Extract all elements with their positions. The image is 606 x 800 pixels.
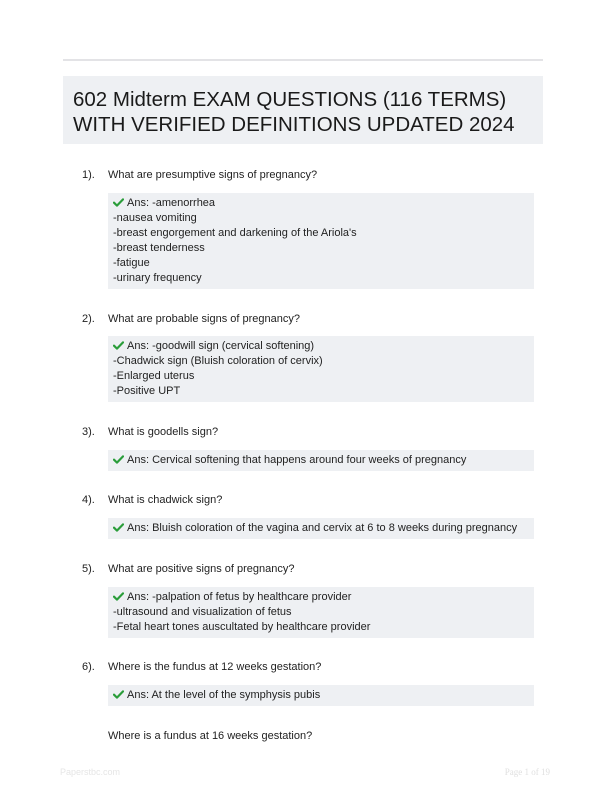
- answer-line: [113, 339, 529, 354]
- answer-box: [108, 685, 534, 706]
- answer-line: [113, 384, 529, 399]
- check-icon: [113, 592, 124, 601]
- answer-line: [113, 211, 529, 226]
- question-text: What are presumptive signs of pregnancy?: [108, 169, 318, 181]
- answer-text: Ans: -palpation of fetus by healthcare provider: [127, 591, 352, 603]
- answer-box: [108, 193, 534, 289]
- answer-line: [113, 453, 529, 468]
- answer-line: [113, 241, 529, 256]
- answer-box: [108, 336, 534, 402]
- answer-text: Ans: At the level of the symphysis pubis: [127, 689, 321, 701]
- question-text: Where is a fundus at 16 weeks gestation?: [108, 730, 313, 742]
- answer-text: -Fetal heart tones auscultated by healthcare provider: [113, 621, 371, 633]
- top-divider: [63, 59, 543, 61]
- answer-text: -breast engorgement and darkening of the Ariola's: [113, 227, 357, 239]
- answer-text: -urinary frequency: [113, 272, 202, 284]
- question-number: 5).: [82, 563, 95, 575]
- question-number: 6).: [82, 661, 95, 673]
- check-icon: [113, 523, 124, 532]
- answer-line: [113, 354, 529, 369]
- answer-text: -Chadwick sign (Bluish coloration of cervix): [113, 355, 323, 367]
- title-banner: [63, 76, 543, 144]
- answer-line: [113, 271, 529, 286]
- question-text: What are probable signs of pregnancy?: [108, 313, 301, 325]
- question-text: What is goodells sign?: [108, 426, 219, 438]
- answer-text: -ultrasound and visualization of fetus: [113, 606, 292, 618]
- question-text: What is chadwick sign?: [108, 494, 223, 506]
- answer-line: [113, 226, 529, 241]
- answer-box: [108, 587, 534, 638]
- question-text: What are positive signs of pregnancy?: [108, 563, 295, 575]
- answer-text: -Positive UPT: [113, 385, 181, 397]
- question-number: 4).: [82, 494, 95, 506]
- answer-line: [113, 521, 529, 536]
- answer-line: [113, 688, 529, 703]
- question-number: 3).: [82, 426, 95, 438]
- question-text: Where is the fundus at 12 weeks gestation?: [108, 661, 322, 673]
- question-number: 2).: [82, 313, 95, 325]
- answer-text: Ans: -goodwill sign (cervical softening): [127, 340, 315, 352]
- answer-box: [108, 518, 534, 539]
- document-title: 602 Midterm EXAM QUESTIONS (116 TERMS) WITH VERIFIED DEFINITIONS UPDATED 2024: [73, 88, 515, 136]
- answer-text: -nausea vomiting: [113, 212, 197, 224]
- check-icon: [113, 198, 124, 207]
- check-icon: [113, 341, 124, 350]
- answer-line: [113, 256, 529, 271]
- answer-text: Ans: -amenorrhea: [127, 197, 216, 209]
- footer-watermark: Paperstbc.com: [60, 767, 121, 777]
- answer-box: [108, 450, 534, 471]
- answer-text: Ans: Cervical softening that happens around four weeks of pregnancy: [127, 454, 467, 466]
- answer-text: -fatigue: [113, 257, 150, 269]
- answer-line: [113, 605, 529, 620]
- check-icon: [113, 690, 124, 699]
- answer-text: Ans: Bluish coloration of the vagina and cervix at 6 to 8 weeks during pregnancy: [127, 522, 518, 534]
- page-number: Page 1 of 19: [504, 767, 550, 777]
- answer-text: -Enlarged uterus: [113, 370, 195, 382]
- question-number: 1).: [82, 169, 95, 181]
- answer-line: [113, 590, 529, 605]
- answer-line: [113, 369, 529, 384]
- answer-line: [113, 196, 529, 211]
- check-icon: [113, 455, 124, 464]
- answer-text: -breast tenderness: [113, 242, 205, 254]
- answer-line: [113, 620, 529, 635]
